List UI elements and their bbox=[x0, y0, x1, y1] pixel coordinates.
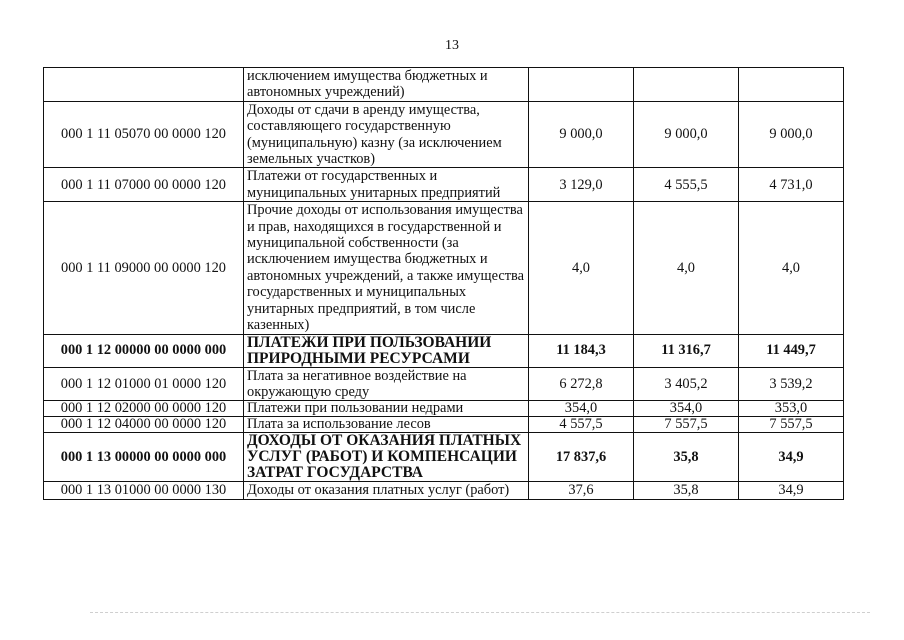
value-cell: 37,6 bbox=[529, 482, 634, 499]
value-cell: 9 000,0 bbox=[634, 101, 739, 168]
value-cell: 35,8 bbox=[634, 433, 739, 482]
budget-code-cell: 000 1 12 04000 00 0000 120 bbox=[44, 417, 244, 433]
value-cell: 11 449,7 bbox=[739, 334, 844, 367]
value-cell bbox=[739, 68, 844, 102]
table-row-section-total bbox=[44, 334, 844, 367]
revenue-name-cell: Плата за негативное воздействие на окружающую среду bbox=[244, 367, 529, 401]
value-cell: 17 837,6 bbox=[529, 433, 634, 482]
value-cell: 11 316,7 bbox=[634, 334, 739, 367]
table-row bbox=[44, 168, 844, 202]
page-number: 13 bbox=[445, 38, 459, 53]
value-cell: 3 129,0 bbox=[529, 168, 634, 202]
table-row bbox=[44, 367, 844, 401]
budget-code-cell: 000 1 13 01000 00 0000 130 bbox=[44, 482, 244, 499]
budget-code-cell bbox=[44, 68, 244, 102]
value-cell bbox=[634, 68, 739, 102]
table-row bbox=[44, 482, 844, 499]
value-cell: 353,0 bbox=[739, 401, 844, 417]
value-cell: 9 000,0 bbox=[529, 101, 634, 168]
revenue-name-cell: Платежи при пользовании недрами bbox=[244, 401, 529, 417]
revenue-name-cell: ПЛАТЕЖИ ПРИ ПОЛЬЗОВАНИИ ПРИРОДНЫМИ РЕСУРСАМИ bbox=[244, 334, 529, 367]
table-row bbox=[44, 417, 844, 433]
revenue-name-cell: ДОХОДЫ ОТ ОКАЗАНИЯ ПЛАТНЫХ УСЛУГ (РАБОТ) И КОМПЕНСАЦИИ ЗАТРАТ ГОСУДАРСТВА bbox=[244, 433, 529, 482]
revenue-name-cell: исключением имущества бюджетных и автономных учреждений) bbox=[244, 68, 529, 102]
value-cell: 354,0 bbox=[529, 401, 634, 417]
table-row bbox=[44, 401, 844, 417]
budget-code-cell: 000 1 11 09000 00 0000 120 bbox=[44, 202, 244, 334]
revenue-name-cell: Прочие доходы от использования имущества и прав, находящихся в государственной и муниципальной собственности (за исключением имущества бюджетных и автономных учреждений, а также имущества государственных и муниципальных унитарных предприятий, в том числе казенных) bbox=[244, 202, 529, 334]
value-cell: 3 405,2 bbox=[634, 367, 739, 401]
value-cell: 4 557,5 bbox=[529, 417, 634, 433]
table-row bbox=[44, 68, 844, 102]
revenue-name-cell: Платежи от государственных и муниципальных унитарных предприятий bbox=[244, 168, 529, 202]
value-cell: 7 557,5 bbox=[634, 417, 739, 433]
budget-code-cell: 000 1 12 00000 00 0000 000 bbox=[44, 334, 244, 367]
value-cell: 34,9 bbox=[739, 482, 844, 499]
value-cell: 34,9 bbox=[739, 433, 844, 482]
value-cell: 35,8 bbox=[634, 482, 739, 499]
revenue-table bbox=[43, 67, 844, 500]
value-cell: 4,0 bbox=[634, 202, 739, 334]
value-cell: 6 272,8 bbox=[529, 367, 634, 401]
budget-code-cell: 000 1 11 05070 00 0000 120 bbox=[44, 101, 244, 168]
table-row bbox=[44, 202, 844, 334]
value-cell: 4 731,0 bbox=[739, 168, 844, 202]
budget-code-cell: 000 1 11 07000 00 0000 120 bbox=[44, 168, 244, 202]
value-cell: 354,0 bbox=[634, 401, 739, 417]
value-cell: 3 539,2 bbox=[739, 367, 844, 401]
value-cell: 4,0 bbox=[739, 202, 844, 334]
value-cell: 4,0 bbox=[529, 202, 634, 334]
table-row bbox=[44, 101, 844, 168]
table-row-section-total bbox=[44, 433, 844, 482]
value-cell: 11 184,3 bbox=[529, 334, 634, 367]
page-bottom-divider bbox=[90, 612, 870, 613]
value-cell: 7 557,5 bbox=[739, 417, 844, 433]
budget-code-cell: 000 1 12 02000 00 0000 120 bbox=[44, 401, 244, 417]
value-cell: 9 000,0 bbox=[739, 101, 844, 168]
revenue-name-cell: Доходы от сдачи в аренду имущества, составляющего государственную (муниципальную) казну (за исключением земельных участков) bbox=[244, 101, 529, 168]
value-cell: 4 555,5 bbox=[634, 168, 739, 202]
revenue-name-cell: Доходы от оказания платных услуг (работ) bbox=[244, 482, 529, 499]
value-cell bbox=[529, 68, 634, 102]
budget-code-cell: 000 1 12 01000 01 0000 120 bbox=[44, 367, 244, 401]
budget-code-cell: 000 1 13 00000 00 0000 000 bbox=[44, 433, 244, 482]
revenue-name-cell: Плата за использование лесов bbox=[244, 417, 529, 433]
